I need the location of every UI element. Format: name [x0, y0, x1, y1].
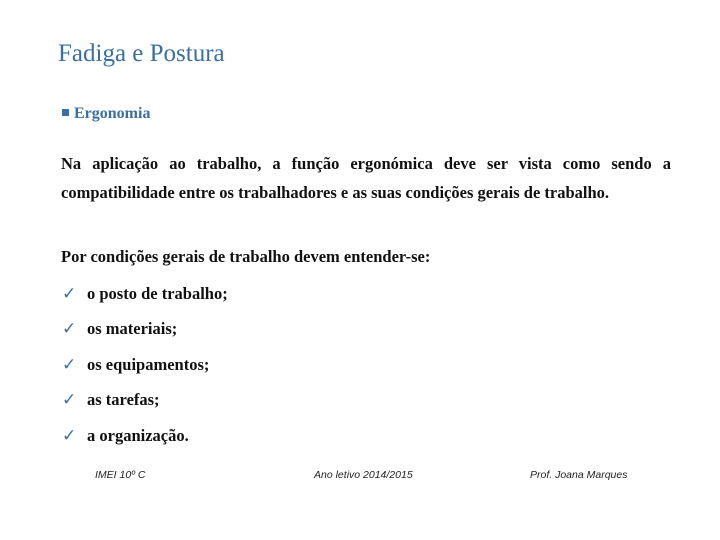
- intro-paragraph: Na aplicação ao trabalho, a função ergonómica deve ser vista como sendo a compatibilidade entre os trabalhadores e as suas condições gerais de trabalho.: [61, 154, 671, 202]
- list-item-label: a organização.: [87, 425, 189, 445]
- page-title: Fadiga e Postura: [58, 40, 225, 67]
- list-item-label: os equipamentos;: [87, 354, 210, 374]
- footer-class: IMEI 10º C: [95, 469, 146, 481]
- footer-teacher: Prof. Joana Marques: [530, 469, 628, 481]
- list-item-label: as tarefas;: [87, 390, 160, 410]
- checkmark-icon: ✓: [62, 390, 77, 411]
- footer-school-year: Ano letivo 2014/2015: [314, 469, 413, 481]
- list-item-label: os materiais;: [87, 319, 178, 339]
- conditions-paragraph: Por condições gerais de trabalho devem entender-se:: [61, 247, 431, 266]
- conditions-list: [62, 276, 228, 454]
- section-heading: [62, 105, 150, 123]
- list-item: [62, 347, 228, 383]
- list-item: [62, 276, 228, 312]
- section-label: Ergonomia: [74, 105, 151, 122]
- list-item-label: o posto de trabalho;: [87, 283, 228, 303]
- checkmark-icon: ✓: [62, 319, 77, 340]
- square-bullet-icon: [62, 109, 69, 116]
- list-item: [62, 418, 228, 454]
- list-item: [62, 383, 228, 419]
- list-item: [62, 312, 228, 348]
- checkmark-icon: ✓: [62, 354, 77, 375]
- checkmark-icon: ✓: [62, 425, 77, 446]
- checkmark-icon: ✓: [62, 283, 77, 304]
